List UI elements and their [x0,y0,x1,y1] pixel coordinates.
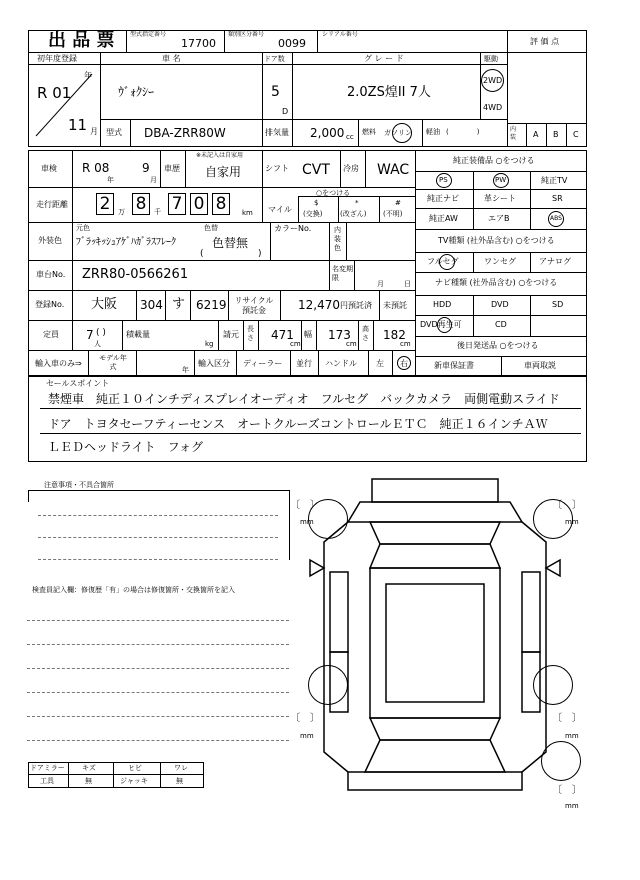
legend-tools: 工具 [40,777,54,785]
capacity-label: 定員 [43,330,59,339]
tv-fullseg: フルセグ [427,257,459,266]
color-no-label: カラーNo. [274,224,312,233]
model-value: DBA-ZRR80W [144,126,226,140]
displacement-value: 2,000 [310,126,345,140]
equip-sr: SR [552,194,563,203]
width-unit: cm [346,340,357,348]
mileage-digit-4: 0 [190,193,208,215]
equip-leather: 革シート [484,194,516,203]
length-unit: cm [290,340,301,348]
wheel-rear-right [533,665,573,705]
import-dealer: ディーラー [243,359,283,368]
navi-dvd: DVD [491,300,509,309]
drive-label: 駆動 [484,55,498,63]
navi-dvd-play: DVD再生可 [420,320,462,329]
legend-jack: ジャッキ [120,777,148,785]
navi-title: ナビ種類 (社外品含む) ○をつける [435,278,558,287]
drive-4wd: 4WD [483,103,503,112]
mileage-digit-5: 8 [212,193,230,215]
tire-unit-spare: mm [565,802,579,810]
light-oil-label: 軽油 [426,128,440,136]
inspection-month: 9 [142,161,150,175]
displacement-unit: cc [346,133,354,141]
mileage-option-tampered: (改ざん) [340,210,367,218]
after-warranty: 新車保証書 [434,361,474,370]
color-change-label: 色替 [204,224,218,232]
original-color-label: 元色 [76,224,90,232]
handle-label: ハンドル [325,359,357,368]
vehicle-name: ｳﾞｫｸｼｰ [118,85,155,99]
mileage-km-unit: km [242,209,253,217]
sales-point-line-1: 禁煙車 純正１０インチディスプレイオーディオ フルセグ バックカメラ 両側電動スライド [48,392,560,406]
tire-bracket-rr: 〔 〕 [552,713,582,724]
sales-point-line-2: ドア トヨタセーフティーセンス オートクルーズコントロールＥＴＣ 純正１６インチＡＷ [48,417,548,431]
repaint-bracket-close: ) [258,249,262,259]
sales-point-label: セールスポイント [46,379,110,388]
navi-hdd: HDD [433,300,452,309]
history-note: ※未記入は自家用 [196,152,244,159]
door-suffix: D [282,107,289,116]
tire-unit-rl: mm [300,732,314,740]
inspector-label: 検査員記入欄：修復歴「有」の場合は修復箇所・交換箇所を記入 [32,586,235,594]
registration-class: 304 [140,298,163,312]
mileage-digit-3: 7 [168,193,186,215]
registration-number: 6219 [196,298,227,312]
mileage-digit-1: 2 [96,193,114,215]
length-value: 471 [271,328,294,342]
height-value: 182 [383,328,406,342]
equip-airbag: エアB [488,214,510,223]
interior-label: 内装 [510,126,517,141]
legend-header-crack: ヒビ [128,764,142,772]
interior-grade-b: B [553,130,559,139]
doors-label: ドア数 [264,55,285,63]
caution-box-top [28,490,289,491]
interior-grade-c: C [573,130,579,139]
model-year-unit: 年 [182,366,189,374]
capacity-unit: 人 [94,340,101,348]
wheel-spare [541,741,581,781]
shift-label: シフト [265,164,289,173]
equip-navi: 純正ナビ [427,194,459,203]
equip-pw: PW [495,176,507,184]
displacement-label: 排気量 [265,128,289,137]
tv-oneseg: ワンセグ [484,257,516,266]
shift-value: CVT [302,162,330,178]
equip-aw: 純正AW [429,214,458,223]
registration-kana: す [172,297,186,312]
name-change-day-unit: 日 [404,280,411,288]
handle-left: 左 [376,359,384,368]
legend-jack-value: 無 [176,777,183,785]
mileage-option-unknown: (不明) [383,210,403,218]
chassis-value: ZRR80-0566261 [82,267,189,282]
equip-abs: ABS [550,215,562,222]
model-year-label: モデル年式 [99,354,127,371]
name-change-label: 名変期限 [332,265,353,282]
capacity-bracket: ( ) [96,328,106,338]
serial-label: シリアル番号 [322,31,358,38]
import-category-label: 輸入区分 [198,359,230,368]
color-label: 外装色 [38,236,62,245]
history-value: 自家用 [205,165,242,179]
fuel-label: 燃料 [362,128,376,136]
width-label: 幅 [304,330,312,339]
handle-right: 右 [400,359,408,368]
mileage-option-exchange: (交換) [303,210,323,218]
price-label: 請元 [223,330,239,339]
type-designation-value: 17700 [181,37,216,50]
mileage-man-unit: 万 [118,208,125,216]
length-label: 長さ [247,325,254,342]
legend-header-mirror: ドアミラー [30,764,65,772]
mileage-circle-note: ○をつける [316,189,351,197]
load-label: 積載量 [126,330,150,339]
caution-label: 注意事項・不具合箇所 [44,481,114,489]
cooler-label: 冷房 [343,164,359,173]
mileage-option-mile: マイル [268,205,292,214]
registration-label: 登録No. [35,300,65,309]
recycle-amount: 12,470 [298,298,340,312]
type-designation-label: 型式指定番号 [130,31,167,38]
inspection-month-unit: 月 [150,176,157,184]
mileage-digit-2: 8 [132,193,150,215]
capacity-value: 7 [86,328,94,342]
cooler-value: WAC [377,162,410,178]
first-registration-era: R 01 [37,84,72,102]
mileage-label: 走行距離 [36,200,68,209]
tire-bracket-fr: 〔 〕 [552,500,582,511]
document-title: 出 品 票 [48,30,115,51]
tire-bracket-spare: 〔 〕 [552,785,582,796]
first-registration-month: 11 [68,116,88,134]
grade-value: 2.0ZS煌II 7人 [347,85,431,100]
grade-label: グ レ ー ド [364,54,404,63]
first-registration-month-unit: 月 [90,127,98,136]
name-change-month-unit: 月 [377,280,384,288]
legend-header-break: ワレ [174,764,188,772]
height-label: 高さ [362,325,369,342]
category-label: 類別区分番号 [228,31,265,38]
recycle-label: リサイクル預託金 [234,296,274,315]
first-registration-label: 初年度登録 [37,54,77,63]
inspection-label: 車検 [41,164,57,173]
fuel-value: ガソリン [384,129,412,137]
caution-box-left [28,490,29,502]
doors-value: 5 [271,84,280,100]
tire-bracket-rl: 〔 〕 [290,713,320,724]
history-label: 車歴 [164,164,180,173]
model-label: 型式 [106,128,122,137]
tire-unit-rr: mm [565,732,579,740]
tv-title: TV種類 (社外品含む) ○をつける [438,236,555,245]
repaint-value: 色替無 [212,236,249,250]
equip-ps: PS [439,176,448,184]
navi-sd: SD [552,300,564,309]
vehicle-name-label: 車 名 [162,54,181,63]
width-value: 173 [328,328,351,342]
wheel-rear-left [308,665,348,705]
repaint-bracket-open: ( [200,249,204,259]
legend-header-scratch: キズ [82,764,96,772]
mileage-sen-unit: 千 [154,208,161,216]
import-parallel: 並行 [296,359,312,368]
recycle-unpaid: 未預託 [383,301,407,310]
light-oil-bracket: ( ) [446,128,480,136]
drive-2wd: 2WD [483,76,503,85]
exterior-color-value: ﾌﾞﾗｯｷｯｼｭｱｹﾞﾊｶﾞﾗｽﾌﾚｰｸ [76,237,176,248]
mileage-option-hash: # [395,199,401,207]
tire-unit-fl: mm [300,518,314,526]
inspection-year-unit: 年 [107,176,114,184]
navi-cd: CD [495,320,507,329]
chassis-label: 車台No. [36,270,66,279]
interior-grade-a: A [533,130,539,139]
tire-unit-fr: mm [565,518,579,526]
mileage-option-star: * [355,199,359,207]
equip-tv: 純正TV [541,176,568,185]
equipment-title: 純正装備品 ○をつける [453,156,535,165]
category-value: 0099 [278,37,306,50]
inspection-era: R 08 [82,161,110,175]
height-unit: cm [400,340,411,348]
legend-tools-value: 無 [85,777,92,785]
mileage-option-dollar: $ [314,199,319,207]
tv-analog: アナログ [539,257,571,266]
interior-color-label: 内装色 [334,226,341,252]
after-manual: 車両取説 [524,361,556,370]
recycle-unit: 円預託済 [340,301,372,310]
after-title: 後日発送品 ○をつける [457,341,539,350]
registration-region: 大阪 [91,297,118,312]
first-registration-year-unit: 年 [84,71,92,80]
sales-point-line-3: ＬＥＤヘッドライト フォグ [48,440,204,454]
evaluation-label: 評 価 点 [530,37,560,46]
import-label: 輸入車のみ⇒ [35,359,82,368]
tire-bracket-fl: 〔 〕 [290,500,320,511]
load-unit: kg [205,340,214,348]
